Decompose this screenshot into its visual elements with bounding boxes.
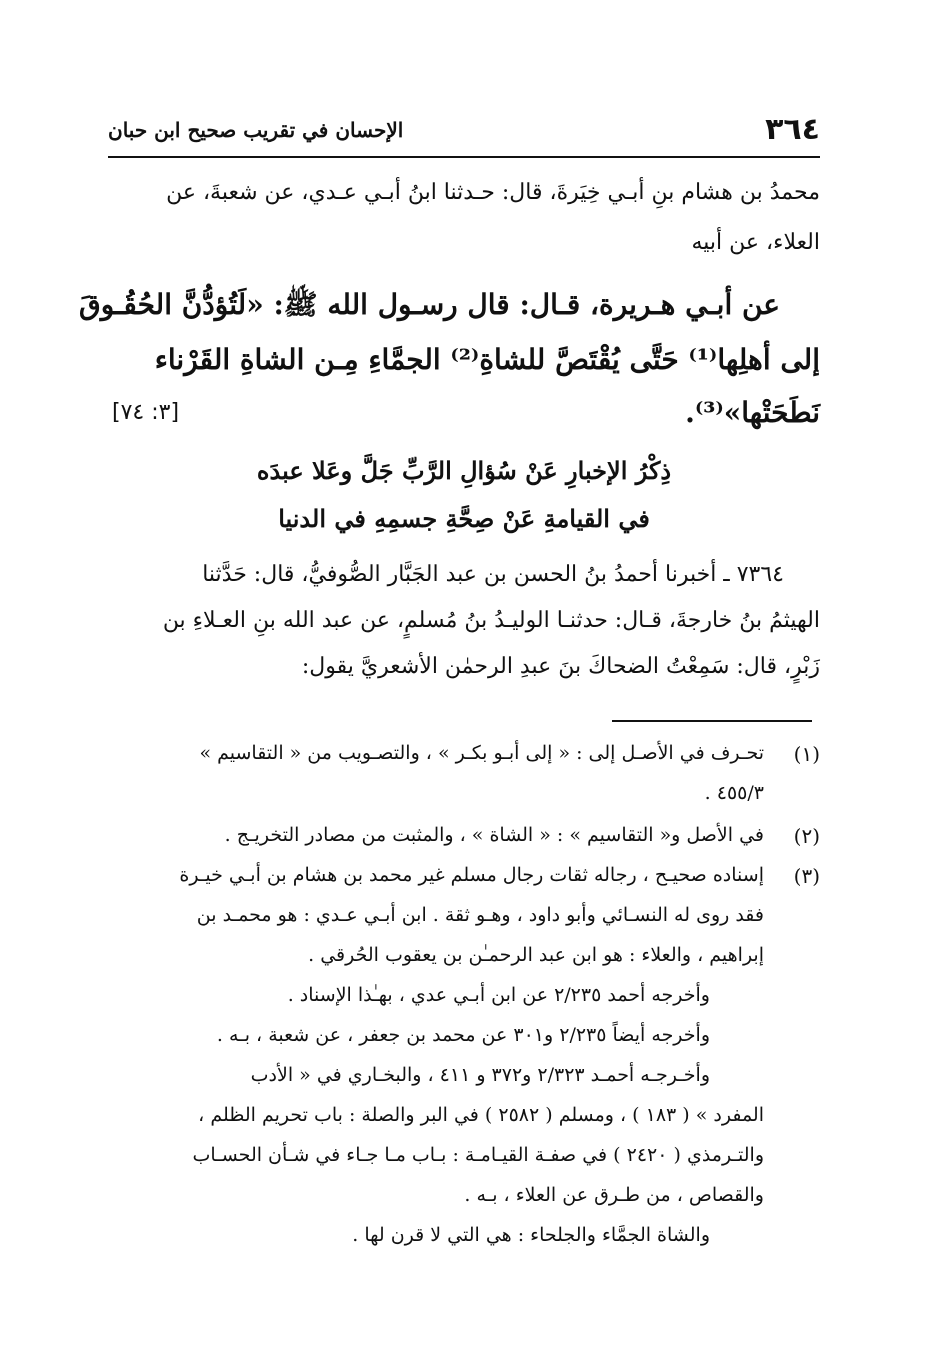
footnote-number: (١) (793, 742, 820, 766)
intro-line-2: العلاء، عن أبيه (691, 230, 820, 255)
footnote-1-line-1: تحـرف في الأصـل إلى : « إلى أبـو بكـر » ، والتصـويب من « التقاسيم » (199, 742, 764, 764)
footnote-3-line-8: والتـرمذي ( ٢٤٢٠ ) في صفـة القيـامـة : بـاب مـا جـاء في شـأن الحسـاب (192, 1144, 764, 1166)
footnote-number: (٣) (793, 864, 820, 888)
footnote-separator (612, 720, 812, 722)
footnote-3-line-4: وأخرجه أحمد ٢/٢٣٥ عن ابن أبـي عدي ، بهـٰذا الإسناد . (287, 984, 710, 1006)
hadith-7364-line-2: الهيثمُ بنُ خارجةَ، قـال: حدثنـا الوليـدُ بنُ مُسلمٍ، عن عبد الله بنِ العـلاءِ بن (162, 608, 820, 633)
footnote-2-line-1: في الأصل و« التقاسيم » : « الشاة » ، والمثبت من مصادر التخريـج . (224, 824, 764, 846)
footnote-1-line-2: ٤٥٥/٣ . (704, 782, 764, 804)
chapter-heading-line-2: في القيامةِ عَنْ صِحَّةِ جسمِهِ في الدنيا (278, 504, 650, 533)
footnote-number: (٢) (793, 824, 820, 848)
intro-line-1: محمدُ بن هشام بنِ أبـي خِيَرةَ، قال: حـدثنا ابنُ أبـي عـدي، عن شعبةَ، عن (166, 180, 820, 205)
footnote-3-line-3: إبراهيم ، والعلاء : هو ابن عبد الرحمـٰن بن يعقوب الحُرقي . (308, 944, 764, 966)
footnote-3-line-6: وأخـرجـه أحمـد ٢/٣٢٣ و٣٧٢ و ٤١١ ، والبخـاري في « الأدب (250, 1064, 710, 1086)
hadith-7364-line-3: زَبْرٍ، قال: سَمِعْتُ الضحاكَ بنَ عبدِ الرحمٰن الأشعريَّ يقول: (301, 654, 820, 679)
footnote-3-line-2: فقد روى له النسـائي وأبو داود ، وهـو ثقة . ابن أبـي عـدي : هو محمـد بن (196, 904, 764, 926)
hadith-7364-line-1: ٧٣٦٤ ـ أخبرنا أحمدُ بنُ الحسن بن عبد الجَبَّار الصُّوفيُّ، قال: حَدَّثنا (202, 562, 784, 587)
page-header (108, 112, 820, 158)
footnote-3-line-7: المفرد » ( ١٨٣ ) ، ومسلم ( ٢٥٨٢ ) في البر والصلة : باب تحريم الظلم ، (198, 1104, 764, 1126)
hadith-main-line-1: عن أبـي هـريرة، قـال: قال رسـول الله ﷺ: «لَتُؤدُّنَّ الحُقُـوقَ (79, 288, 780, 321)
footnote-3-line-5: وأخرجه أيضاً ٢/٢٣٥ و٣٠١ عن محمد بن جعفر ، عن شعبة ، بـه . (216, 1024, 710, 1046)
footnote-3-line-9: والقصاص ، من طـرق عن العلاء ، بـه . (464, 1184, 764, 1206)
hadith-main-line-2: إلى أهلِها⁽¹⁾ حَتَّى يُقْتَصَّ للشاةِ⁽²⁾ الجمَّاءِ مِـن الشاةِ القَرْناء (154, 343, 820, 376)
chapter-heading-line-1: ذِكْرُ الإخبارِ عَنْ سُؤالِ الرَّبِّ جَلَّ وعَلا عبدَه (256, 456, 672, 485)
hadith-reference: [٣: ٧٤] (112, 400, 180, 425)
footnote-3-line-10: والشاة الجمَّاء والجلحاء : هي التي لا قرن لها . (352, 1224, 710, 1246)
footnote-3-line-1: إسناده صحيـح ، رجاله ثقات رجال مسلم غير محمد بن هشام بن أبـي خيـرة (179, 864, 764, 886)
book-title: الإحسان في تقريب صحيح ابن حبان (108, 118, 404, 142)
hadith-main-line-3: نَطَحَتْها»⁽³⁾. (685, 396, 820, 429)
page-number: ٣٦٤ (765, 112, 820, 147)
